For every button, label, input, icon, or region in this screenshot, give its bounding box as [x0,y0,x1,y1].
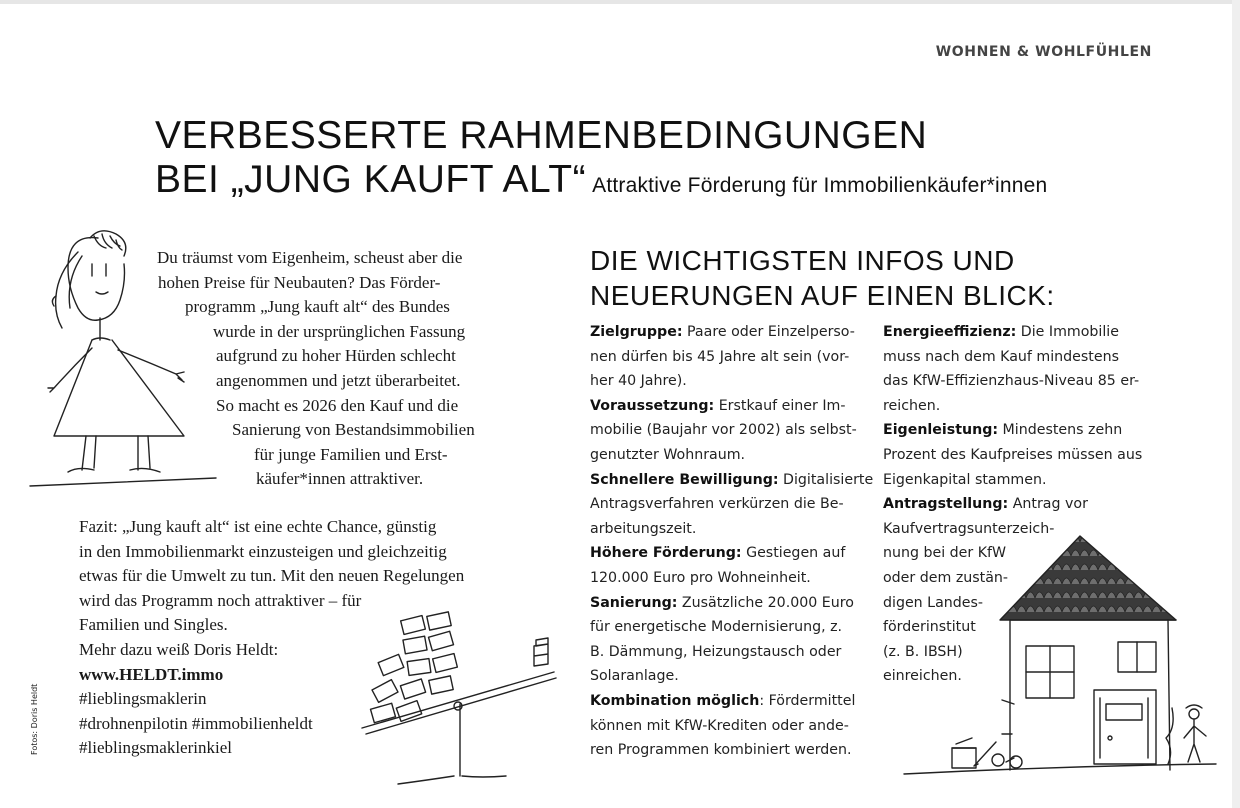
top-rule [0,0,1240,4]
info-line [590,394,875,419]
foerderung-text: Gestiegen auf [741,545,846,562]
info-line: nung bei der KfW [883,545,1007,562]
kombination-label: Kombination möglich [590,692,760,709]
house-illustration [900,528,1220,778]
info-line: können mit KfW-Krediten oder ande- [590,717,849,734]
hashtag: #lieblingsmaklerin [79,689,207,709]
info-line: Solaranlage. [590,668,679,685]
seesaw-illustration [358,608,568,788]
info-line: oder dem zustän- [883,569,1009,586]
hashtag: #drohnenpilotin #immobilienheldt [79,713,313,733]
eigenleistung-text: Mindestens zehn [998,422,1123,439]
info-line: Eigenkapital stammen. [883,471,1047,488]
antrag-label: Antragstellung: [883,496,1009,513]
intro-line: So macht es 2026 den Kauf und die [216,395,459,415]
info-line [590,320,875,345]
sanierung-label: Sanierung: [590,594,678,611]
info-line: genutzter Wohnraum. [590,446,746,463]
info-line: Prozent des Kaufpreises müssen aus [883,446,1143,463]
info-line [590,591,875,616]
fazit-line: Fazit: „Jung kauft alt“ ist eine echte Chance, günstig [79,517,437,536]
website-link[interactable]: www.HELDT.immo [79,664,224,684]
kombination-text: : Fördermittel [759,692,856,709]
zielgruppe-label: Zielgruppe: [590,324,683,340]
section-label: WOHNEN & WOHLFÜHLEN [935,44,1152,60]
info-line [590,541,875,566]
info-line: digen Landes- [883,594,984,611]
fazit-line: Familien und Singles. [79,615,228,635]
eigenleistung-label: Eigenleistung: [883,422,999,439]
intro-line: aufgrund zu hoher Hürden schlecht [216,346,456,366]
info-line: für energetische Modernisierung, z. [590,619,843,636]
intro-line: angenommen und jetzt überarbeitet. [216,371,461,390]
headline-subtitle: Attraktive Förderung für Immobilienkäufer*innen [592,174,1048,197]
info-line: ren Programmen kombiniert werden. [590,742,852,759]
intro-line: Du träumst vom Eigenheim, scheust aber die [157,248,463,267]
info-line [883,418,1158,443]
info-line [590,468,875,493]
info-line: einreichen. [883,668,962,685]
info-title [590,243,1150,313]
fazit-line: etwas für die Umwelt zu tun. Mit den neuen Regelungen [79,566,465,586]
info-line: reichen. [883,397,941,414]
info-title-line-2: NEUERUNGEN AUF EINEN BLICK: [590,280,1055,311]
headline-line-1: VERBESSERTE RAHMENBEDINGUNGEN [155,114,928,157]
info-line: Antragsverfahren verkürzen die Be- [590,496,844,513]
info-line: 120.000 Euro pro Wohneinheit. [590,569,811,586]
intro-line: für junge Familien und Erst- [254,444,448,464]
info-line [883,320,1158,345]
energie-text: Die Immobilie [1016,324,1119,340]
info-line: mobilie (Baujahr vor 2002) als selbst- [590,422,857,439]
info-line: arbeitungszeit. [590,520,697,537]
page-edge [1232,0,1240,808]
info-line: nen dürfen bis 45 Jahre alt sein (vor- [590,348,850,365]
intro-line: hohen Preise für Neubauten? Das Förder- [158,272,441,292]
info-column-left [590,320,875,763]
info-title-line-1: DIE WICHTIGSTEN INFOS UND [590,245,1015,276]
info-line: förderinstitut [883,619,976,636]
foerderung-label: Höhere Förderung: [590,545,742,562]
sanierung-text: Zusätzliche 20.000 Euro [677,594,854,611]
intro-line: programm „Jung kauft alt“ des Bundes [185,297,450,317]
energie-label: Energieeffizienz: [883,324,1017,340]
intro-line: wurde in der ursprünglichen Fassung [213,321,466,341]
intro-line: Sanierung von Bestandsimmobilien [232,420,475,440]
info-line [590,689,875,714]
info-line: Kaufvertragsunterzeich- [883,520,1055,537]
info-line: muss nach dem Kauf mindestens [883,348,1119,365]
intro-line: käufer*innen attraktiver. [256,469,424,489]
headline-line-2-text: BEI „JUNG KAUFT ALT“ [155,158,587,201]
info-line [883,492,1158,517]
zielgruppe-text: Paare oder Einzelperso- [682,324,855,340]
info-line: (z. B. IBSH) [883,643,963,660]
voraussetzung-label: Voraussetzung: [590,397,715,414]
voraussetzung-text: Erstkauf einer Im- [714,397,846,414]
bewilligung-label: Schnellere Bewilligung: [590,471,779,488]
info-line: B. Dämmung, Heizungstausch oder [590,643,842,660]
antrag-text: Antrag vor [1008,496,1088,513]
info-line: das KfW-Effizienzhaus-Niveau 85 er- [883,373,1140,390]
info-line: her 40 Jahre). [590,373,687,390]
headline [155,114,1155,208]
fazit-line: wird das Programm noch attraktiver – für [79,590,362,610]
bewilligung-text: Digitalisierte [778,471,874,488]
hashtag: #lieblingsmaklerinkiel [79,738,232,758]
headline-line-2 [155,158,1155,208]
fazit-line: in den Immobilienmarkt einzusteigen und gleichzeitig [79,541,447,561]
fazit-line: Mehr dazu weiß Doris Heldt: [79,639,279,659]
photo-credit: Fotos: Doris Heldt [30,683,39,755]
